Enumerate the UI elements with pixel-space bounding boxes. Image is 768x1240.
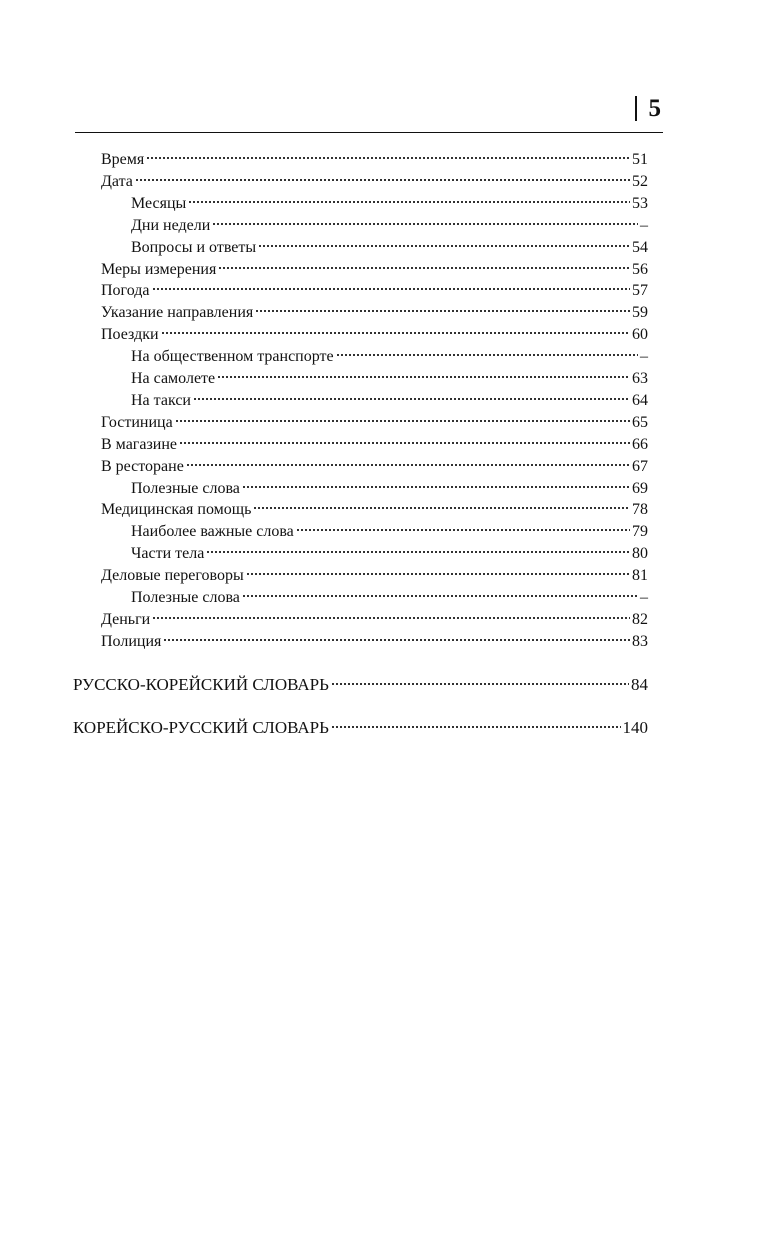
toc-entry [131, 237, 648, 259]
toc-entry-title: Части тела [131, 545, 205, 563]
toc-entry-title: На общественном транспорте [131, 348, 334, 366]
toc-entry [101, 149, 648, 171]
toc-entry-title: Указание направления [101, 304, 254, 322]
toc-entry-title: Вопросы и ответы [131, 238, 257, 256]
toc-entry-page: 59 [632, 304, 648, 322]
toc-entry [101, 324, 648, 346]
toc-entry-page: – [640, 348, 648, 366]
toc-dot-leader [193, 397, 630, 401]
toc-entry [101, 631, 648, 653]
toc-entry-title: Дата [101, 172, 133, 190]
page-number: 5 [649, 92, 662, 126]
toc-entry [101, 434, 648, 456]
toc-entry-title: Деловые переговоры [101, 567, 244, 585]
toc-entry-page: – [640, 589, 648, 606]
toc-entry-title: Дни недели [131, 216, 211, 234]
toc-entry-title: Поездки [101, 326, 159, 344]
toc-dot-leader [163, 638, 630, 642]
toc-entry-page: 79 [632, 523, 648, 541]
toc-entry-title: Время [101, 151, 145, 168]
toc-entry-page: 63 [632, 370, 648, 387]
toc-dot-leader [152, 616, 630, 620]
toc-entry [131, 521, 648, 543]
toc-entry-page: 56 [632, 260, 648, 278]
toc-entry [101, 171, 648, 193]
toc-entry [131, 587, 648, 609]
toc-entry-title: Гостиница [101, 413, 173, 431]
toc-dot-leader [152, 287, 631, 291]
toc-entry [101, 302, 648, 324]
toc-entry-page: 82 [632, 610, 648, 628]
toc-entry-page: 140 [622, 718, 648, 737]
toc-entry-page: 64 [632, 391, 648, 409]
toc-dot-leader [255, 309, 630, 313]
toc-dot-leader [296, 528, 630, 532]
toc-entry-page: 66 [632, 435, 648, 453]
toc-entry [131, 193, 648, 215]
toc-dot-leader [186, 463, 630, 467]
toc-entry [101, 456, 648, 478]
toc-dot-leader [336, 353, 638, 357]
toc-entry-title: КОРЕЙСКО-РУССКИЙ СЛОВАРЬ [73, 718, 329, 737]
toc-dot-leader [217, 375, 630, 379]
toc-entry-page: 54 [632, 238, 648, 256]
toc-dot-leader [258, 244, 630, 248]
toc-dot-leader [331, 725, 621, 729]
toc-dot-leader [206, 550, 630, 554]
toc-entry-page: 84 [631, 675, 648, 694]
toc-dot-leader [246, 572, 630, 576]
toc-entry-page: 52 [632, 172, 648, 190]
toc-entry [131, 346, 648, 368]
toc-entry-page: 78 [632, 501, 648, 519]
toc-dot-leader [161, 331, 630, 335]
toc-entry-page: 57 [632, 282, 648, 300]
toc-entry [101, 280, 648, 302]
toc-entry-title: Полезные слова [131, 479, 240, 497]
toc-entry-title: РУССКО-КОРЕЙСКИЙ СЛОВАРЬ [73, 675, 329, 694]
toc-entry-title: Деньги [101, 610, 151, 628]
toc-entry-page: 83 [632, 632, 648, 650]
toc-dot-leader [212, 222, 638, 226]
toc-entry-page: 80 [632, 545, 648, 563]
toc-entry [131, 215, 648, 237]
toc-entry-title: В ресторане [101, 457, 184, 475]
toc-entry [101, 565, 648, 587]
toc-dot-leader [218, 266, 630, 270]
toc-dot-leader [179, 441, 630, 445]
toc-entry-title: В магазине [101, 435, 177, 453]
toc-entry-page: – [640, 216, 648, 234]
toc-entry-title: На такси [131, 391, 191, 409]
toc-entry-page: 67 [632, 457, 648, 475]
toc-entry-title: Полезные слова [131, 589, 240, 606]
toc-entry [101, 412, 648, 434]
toc-entry-page: 60 [632, 326, 648, 344]
toc-main-entry [73, 674, 648, 696]
toc-entry [131, 478, 648, 500]
toc-dot-leader [175, 419, 630, 423]
toc-entry-page: 81 [632, 567, 648, 585]
toc-dot-leader [242, 594, 638, 598]
toc-dot-leader [135, 178, 630, 182]
toc-entry-title: Наиболее важные слова [131, 523, 294, 541]
toc-entry [131, 390, 648, 412]
toc-entry-page: 53 [632, 194, 648, 212]
toc-entry-title: Медицинская помощь [101, 501, 252, 519]
toc-entry-title: Погода [101, 282, 150, 300]
toc-entry-page: 69 [632, 479, 648, 497]
toc-entry [131, 368, 648, 390]
toc-dot-leader [253, 506, 630, 510]
toc-entry-title: Полиция [101, 632, 162, 650]
toc-entry-title: Месяцы [131, 194, 187, 212]
toc-dot-leader [242, 485, 630, 489]
toc-dot-leader [146, 156, 630, 160]
toc-dot-leader [188, 200, 630, 204]
toc-entry-title: На самолете [131, 370, 216, 387]
toc-entry-page: 65 [632, 413, 648, 431]
toc-entry-title: Меры измерения [101, 260, 217, 278]
toc-main-entry [73, 717, 648, 739]
toc-entry [101, 499, 648, 521]
toc-entry [101, 259, 648, 281]
toc-entry [131, 543, 648, 565]
page-header [75, 92, 663, 133]
toc-dot-leader [331, 682, 629, 686]
toc-entry [101, 609, 648, 631]
toc-entry-page: 51 [632, 151, 648, 168]
